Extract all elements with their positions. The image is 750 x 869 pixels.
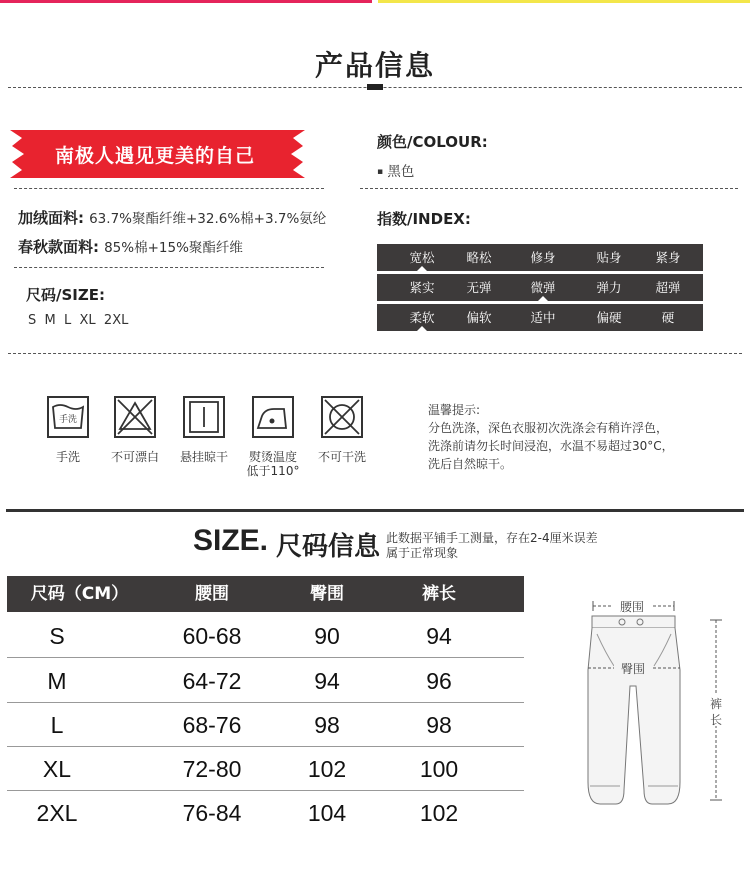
iron-low-icon bbox=[252, 396, 294, 438]
bullet-icon: ▪ bbox=[377, 167, 384, 177]
section-divider bbox=[8, 353, 742, 354]
index-cell: 偏硬 bbox=[596, 310, 622, 325]
slogan-text: 南极人遇见更美的自己 bbox=[54, 145, 255, 167]
pants-diagram bbox=[560, 590, 750, 840]
size-cell: 60-68 bbox=[182, 623, 242, 649]
index-cell: 弹力 bbox=[596, 280, 622, 295]
index-cell: 无弹 bbox=[466, 280, 492, 295]
colour-value-row bbox=[377, 160, 414, 180]
size-cell: 72-80 bbox=[182, 756, 242, 782]
size-label: 尺码/SIZE: bbox=[26, 286, 105, 304]
size-cell: 90 bbox=[314, 623, 340, 649]
fabric-value: 63.7%聚酯纤维+32.6%棉+3.7%氨纶 bbox=[89, 211, 327, 227]
tips-title: 温馨提示: bbox=[428, 403, 481, 417]
size-cell: 100 bbox=[419, 756, 459, 782]
col-header-length: 裤长 bbox=[422, 584, 456, 604]
tips-line: 洗后自然晾干。 bbox=[428, 457, 513, 471]
care-label: 不可干洗 bbox=[317, 450, 366, 464]
size-cell: 98 bbox=[314, 712, 340, 738]
fabric-line-2 bbox=[18, 236, 243, 257]
hand-wash-icon-text: 手洗 bbox=[58, 415, 78, 425]
row-divider bbox=[7, 657, 524, 658]
size-cell: 2XL bbox=[36, 800, 78, 826]
waist-label: 腰围 bbox=[619, 600, 645, 614]
index-cell: 微弹 bbox=[530, 280, 556, 295]
care-label: 熨烫温度 低于110° bbox=[246, 450, 300, 478]
top-accent-bar-yellow bbox=[378, 0, 750, 3]
selected-notch-icon bbox=[538, 296, 548, 301]
size-cell: 96 bbox=[426, 668, 452, 694]
size-cell: S bbox=[49, 623, 65, 649]
colour-value: 黑色 bbox=[387, 164, 415, 180]
index-row bbox=[377, 244, 703, 271]
index-cell: 修身 bbox=[530, 250, 556, 265]
col-header-hip: 臀围 bbox=[310, 584, 344, 604]
index-cell: 紧实 bbox=[409, 280, 435, 295]
length-label: 裤长 bbox=[709, 697, 723, 727]
top-accent-bar-pink bbox=[0, 0, 372, 3]
size-cell: 98 bbox=[426, 712, 452, 738]
size-cell: 64-72 bbox=[182, 668, 242, 694]
hand-wash-icon bbox=[47, 396, 89, 438]
index-cell: 宽松 bbox=[409, 250, 435, 265]
size-cell: 102 bbox=[419, 800, 459, 826]
care-label: 不可漂白 bbox=[110, 450, 159, 464]
fabric-label: 春秋款面料: bbox=[18, 238, 99, 256]
index-cell: 贴身 bbox=[596, 250, 622, 265]
col-header-size: 尺码（CM） bbox=[30, 584, 129, 604]
index-row bbox=[377, 274, 703, 301]
no-bleach-icon bbox=[114, 396, 156, 438]
hip-label: 臀围 bbox=[620, 662, 646, 676]
size-table-header bbox=[7, 576, 524, 612]
divider bbox=[14, 267, 324, 268]
index-cell: 柔软 bbox=[409, 310, 435, 325]
size-note-line: 属于正常现象 bbox=[386, 546, 459, 560]
index-cell: 适中 bbox=[530, 310, 556, 325]
fabric-label: 加绒面料: bbox=[18, 209, 84, 227]
index-cell: 略松 bbox=[466, 250, 492, 265]
size-values: S M L XL 2XL bbox=[28, 313, 129, 328]
size-cell: 102 bbox=[307, 756, 347, 782]
size-cell: M bbox=[47, 668, 67, 694]
size-cell: 104 bbox=[307, 800, 347, 826]
title-mark bbox=[367, 84, 383, 90]
size-cell: 76-84 bbox=[182, 800, 242, 826]
divider bbox=[360, 188, 738, 189]
size-title-cn: 尺码信息 bbox=[276, 532, 381, 562]
section-divider-thick bbox=[6, 509, 744, 512]
size-cell: 94 bbox=[426, 623, 452, 649]
size-cell: L bbox=[50, 712, 64, 738]
index-cell: 超弹 bbox=[655, 280, 681, 295]
page-title: 产品信息 bbox=[314, 49, 435, 82]
tips-line: 洗涤前请勿长时间浸泡，水温不易超过30°C， bbox=[428, 439, 674, 453]
index-label: 指数/INDEX: bbox=[377, 210, 471, 228]
size-note bbox=[386, 531, 598, 561]
size-cell: 68-76 bbox=[182, 712, 242, 738]
size-title-en: SIZE. bbox=[193, 524, 269, 557]
divider bbox=[14, 188, 324, 189]
index-cell: 偏软 bbox=[466, 310, 492, 325]
size-cell: 94 bbox=[314, 668, 340, 694]
selected-notch-icon bbox=[417, 266, 427, 271]
index-row bbox=[377, 304, 703, 331]
fabric-value: 85%棉+15%聚酯纤维 bbox=[104, 240, 243, 256]
care-label: 悬挂晾干 bbox=[179, 450, 228, 464]
col-header-waist: 腰围 bbox=[195, 584, 229, 604]
size-cell: XL bbox=[42, 756, 72, 782]
selected-notch-icon bbox=[417, 326, 427, 331]
index-cell: 紧身 bbox=[655, 250, 681, 265]
tips-line: 分色洗涤，深色衣服初次洗涤会有稍许浮色， bbox=[428, 421, 669, 435]
colour-label: 颜色/COLOUR: bbox=[377, 133, 488, 151]
size-note-line: 此数据平铺手工测量，存在2-4厘米误差 bbox=[386, 531, 598, 545]
hang-dry-icon bbox=[183, 396, 225, 438]
fabric-line-1 bbox=[18, 207, 326, 228]
index-cell: 硬 bbox=[661, 310, 675, 325]
no-tumble-dry-icon bbox=[321, 396, 363, 438]
care-label: 手洗 bbox=[55, 450, 80, 464]
care-tips bbox=[428, 401, 674, 473]
